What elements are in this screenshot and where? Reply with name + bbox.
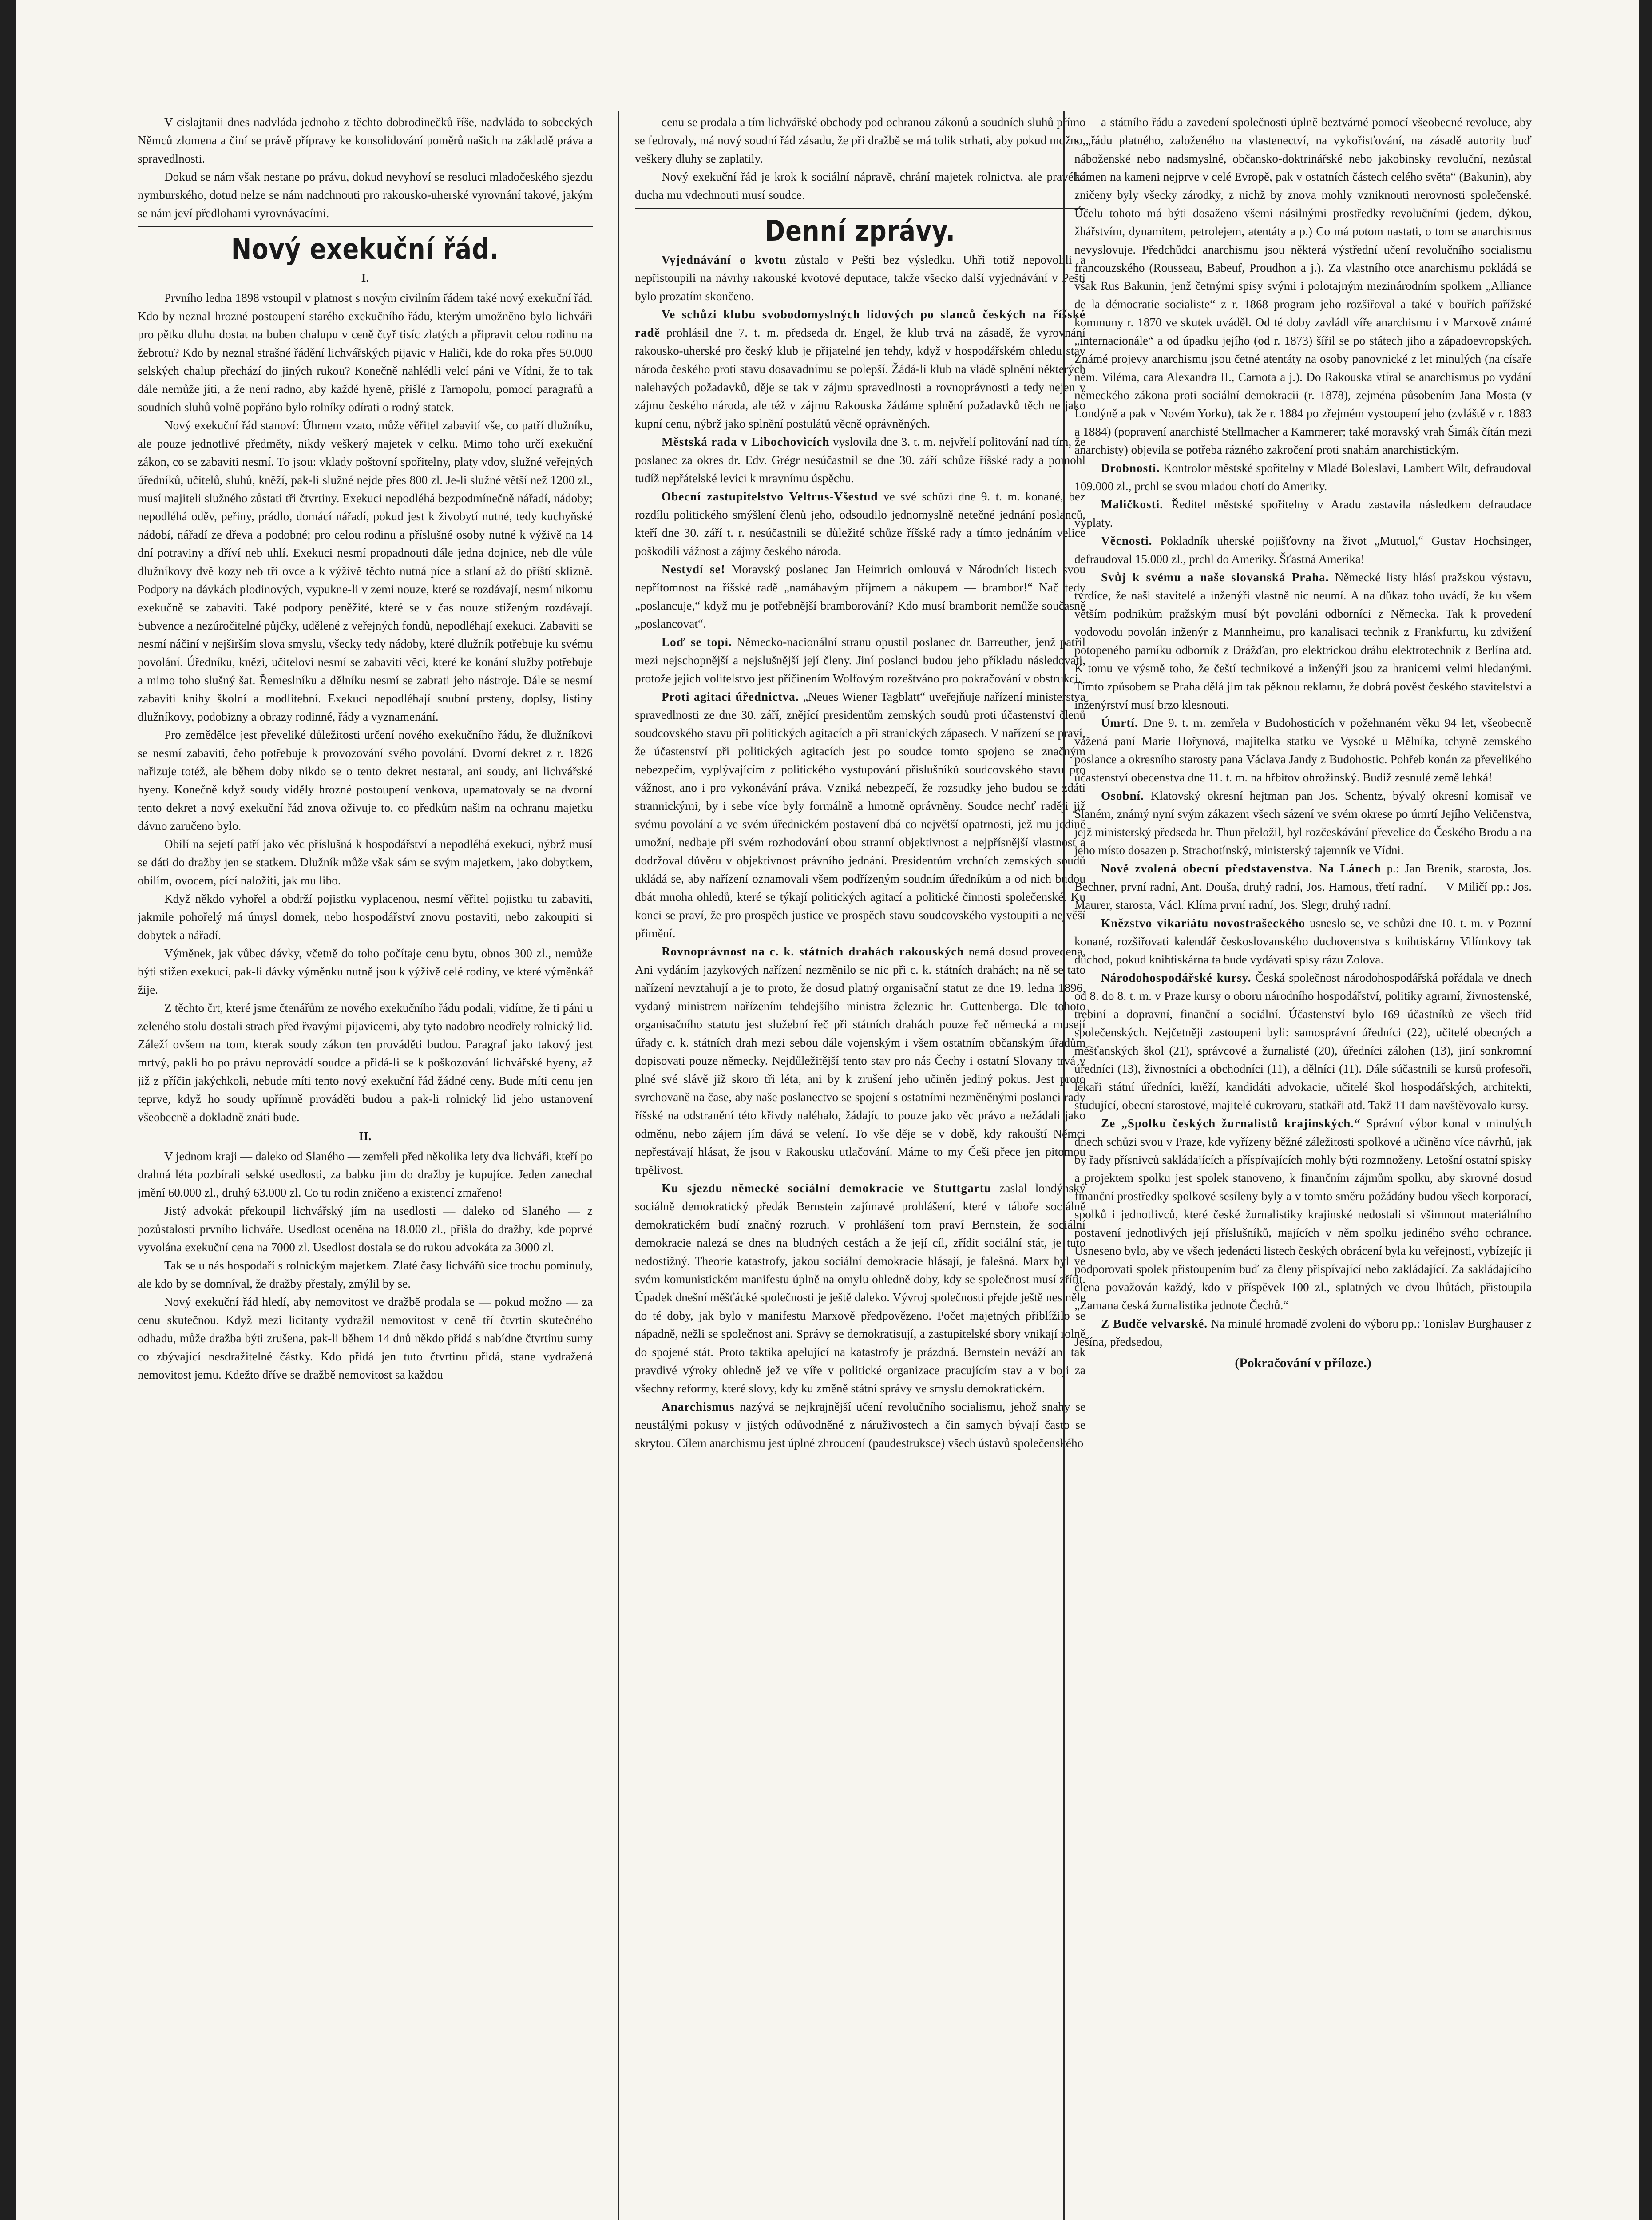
news-item-text: Pokladník uherské pojišťovny na život „Mutuol,“ Gustav Hochsinger, defraudoval 15.000 zl., prchl do Ameriky. Šťastná Amerika! — [1074, 534, 1532, 566]
news-item — [1074, 496, 1532, 532]
news-item — [1074, 1114, 1532, 1315]
news-item-text: zaslal londýnský sociálně demokratický předák Bernstein zajímavé prohlášení, které v táboře sociálně demokratickém budí značný rozruch. V prohlášení tom praví Bernstein, že sociální demokracie nalezá se dnes na bludných cestách a že její cíl, zřídit sociální stát, je tuto nedostižný. Theorie katastrofy, jakou sociální demokracie hlásají, je falešná. Marx byl ve svém komunistickém manifestu úplně na omylu ohledně doby, kdy se společnost musí zřítit. Úpadek dnešní měšťácké společnosti je ještě daleko. Vývroj společnosti přejde ještě nesměle do té doby, jak bylo v manifestu Marxově předpovězeno. Počet majetných přiblížilo se nápadně, nežli se společnost ani. Správy se demokratisují, a zastupitelské sbory vnikají rolně do spojené stát. Proto taktika apelující na katastrofy je prázdná. Bernstein neváží ani tak pravdivé výroky ohledně jež ve víře v politické organizace pracujícím stav a v boji za všechny reformy, které slovy, kdy ku změně státní správy ve smyslu demokratickém. — [635, 1181, 1085, 1395]
column-rule-1 — [618, 111, 619, 2220]
news-item — [635, 560, 1085, 633]
paragraph: Nový exekuční řád je krok k sociální nápravě, chrání majetek rolnictva, ale pravého ducha mu vdechnouti musí soudce. — [635, 170, 1085, 202]
paragraph: Dokud se nám však nestane po právu, dokud nevyhoví se resoluci mladočeského sjezdu nymburského, dotud nelze se nám nadchnouti pro rakousko-uherské vyrovnání takové, jakým se nám jeví předlohami vyrovnávacími. — [138, 170, 593, 220]
news-item-heading: Svůj k svému a naše slovanská Praha. — [1101, 571, 1329, 584]
news-item-heading: Anarchismus — [662, 1400, 735, 1413]
news-item-text: vyslovila dne 3. t. m. nejvřelí politování nad tím, že poslanec za okres dr. Edv. Grégr nesúčastnil se dne 30. září schůze říšské rady a pomohl tudíž nepřátelské levici k mravnímu úspěchu. — [635, 435, 1085, 485]
news-item-text: Správní výbor konal v minulých dnech schůzi svou v Praze, kde vyřízeny běžné záležitosti spolkové a učiněno více návrhů, jak by řady přísnivců sakládajících a příspívajících mohly býti rozmnoženy. Letošní ostatní spisky a projektem spolku jest spolek stanoveno, k finančním zájmům spolku, aby skrovné dosud finanční prostředky spolkové sesíleny byly a v tomto směru požádány budou všech korporací, spolků i jednotlivců, které české žurnalistiky krajinské nedostali si všimnout materiálního postavení jednotlivých její příslušníků, majících v něm spolku jediného svého ochrance. Usneseno bylo, aby ve všech jedenácti listech českých obrácení byla ku veřejnosti, vybízejíc ji podporovati spolek přistoupením buď za členy přispívající nebo zakládající. Za sakládajícího člena považován každý, kdo v příspěvek 100 zl., splatných ve dvou lhůtách, přistoupila „Zamana česká žurnalistika jednote Čechů.“ — [1074, 1117, 1532, 1312]
news-item-heading: Drobnosti. — [1101, 461, 1160, 475]
news-item-text: Klatovský okresní hejtman pan Jos. Schentz, bývalý okresní komisař ve Slaném, známý nyní svým zákazem všech sázení ve svém okrese po úmrtí Jejího Veličenstva, jejž ministerský předseda hr. Thun přeložil, byl rozčeskávání převelice do Českého Brodu a na jeho místo dosazen p. Strachotínský, ministerský tajemník ve Vídni. — [1074, 789, 1532, 857]
column-1-intro — [138, 113, 593, 222]
news-item — [635, 305, 1085, 433]
news-item-heading: Knězstvo vikariátu novostrašeckého — [1101, 916, 1306, 930]
paragraph: cenu se prodala a tím lichvářské obchody pod ochranou zákonů a soudních sluhů přímo se fedrovaly, má nový soudní řád zásadu, že při dražbě se má tolik strhati, aby pokud možno, veškery dluhy se zaplatily. — [635, 115, 1085, 165]
news-item-heading: Vyjednávání o kvotu — [662, 253, 787, 266]
paragraph: Prvního ledna 1898 vstoupil v platnost s novým civilním řádem také nový exekuční řád. Kdo by neznal hrozné postoupení starého exekučního řádu, kterým umožněno bylo lichváři pro pětku dluhu dostat na buben chalupu v ceně čtyř tisíc zlatých a připravit celou rodinu na žebrotu? Kdo by neznal strašné řádění lichvářských pijavic v Haliči, kde do roka přes 50.000 selských chalup přechází do jiných rukou? Konečně nahlédli velcí páni ve Vídni, že to tak dále nemůže jíti, a že není radno, aby každé hyeně, přišlé z Tarnopolu, pomocí paragrafů a soudních sluhů volně popřáno bylo rolníky odírati o rodný statek. — [138, 291, 593, 414]
news-item-heading: Věcnosti. — [1101, 534, 1153, 547]
article-headline-denni-zpravy: Denní zprávy. — [765, 215, 955, 248]
news-item — [635, 688, 1085, 943]
news-item-text: p.: Jan Brenik, starosta, Jos. Bechner, první radní, Ant. Douša, druhý radní, Jos. Hamous, třetí radní. — V Miličí pp.: Jos. Maurer, starosta, Václ. Klíma první radní, Jos. Slegr, druhý radní. — [1074, 862, 1532, 912]
news-item-heading: Osobní. — [1101, 789, 1144, 802]
news-item-text: Moravský poslanec Jan Heimrich omlouvá v Národních listech svou nepřítomnost na říšské radě „namáhavým příjmem a nákupem — brambor!“ Nač tedy „poslancuje,“ když mu je potřebnější bramborování? Kdo musí bramborit nemůže současně „poslancovat“. — [635, 563, 1085, 630]
news-item-text: nazývá se nejkrajnější učení revolučního socialismu, jehož snahy se neustálými pokusy v jistých odůvodněné z náruživostech a čin samych bývají často se skrytou. Cílem anarchismu jest úplné zhroucení (paudestruksce) všech ústavů společenského — [635, 1400, 1085, 1450]
news-item-text: Německé listy hlásí pražskou výstavu, tvrdíce, že naši stavitelé a inženýři vlastně nic neumí. A na důkaz toho uvádí, že ku všem větším podnikům pražským musí být povoláni odborníci z Německa. Tak k provedení vodovodu povolán inženýr z Mannheimu, pro kanalisaci technik z Frankfurtu, ku zdvižení potopeného parníku odborník z Drážďan, pro elektrickou dráhu elektrotechnik z Berlína atd. K tomu ve výsmě toho, že čeští technikové a inženýři jsou za hranicemi velmi hledanými. Tímto způsobem se Praha dělá jim tak pěknou reklamu, že dobrá pověst českého stavitelství a inženýrství musí brzo klesnouti. — [1074, 571, 1532, 711]
news-item — [1074, 914, 1532, 969]
continued-notice: (Pokračování v příloze.) — [1235, 1356, 1371, 1370]
section-number-1: I. — [361, 271, 369, 285]
paragraph: Když někdo vyhořel a obdrží pojistku vyplacenou, nesmí věřitel pojistku tu zabaviti, jakmile pohořelý má úmysl domek, nebo hospodářství znovu postaviti, nebo zakoupiti si dobytek a nářadí. — [138, 892, 593, 942]
news-item — [635, 633, 1085, 688]
paragraph: Jistý advokát překoupil lichvářský jím na usedlosti — daleko od Slaného — z pozůstalosti prvního lichváře. Usedlost oceněna na 18.000 zl., přišla do dražby, kde poprvé vyvolána exekuční cena na 7000 zl. Usedlost dostala se do rukou advokáta za 3000 zl. — [138, 1204, 593, 1254]
news-item — [635, 1398, 1085, 1452]
news-item-heading: Úmrtí. — [1101, 716, 1138, 729]
paragraph: V jednom kraji — daleko od Slaného — zemřeli před několika lety dva lichváři, kteří po drahná léta pozbírali selské usedlosti, za babku jim do dražby je kupujíce. Jeden zanechal jmění 60.000 zl., druhý 63.000 zl. Co tu rodin zničeno a existencí zmařeno! — [138, 1150, 593, 1199]
column-2 — [635, 113, 1085, 2220]
news-item — [1074, 459, 1532, 496]
paragraph: V cislajtanii dnes nadvláda jednoho z těchto dobrodinečků říše, nadvláda to sobeckých Němců zlomena a činí se právě přípravy ke konsolidování poměrů našich na základě práva a spravedlnosti. — [138, 115, 593, 165]
news-item-heading: Nestydí se! — [662, 563, 725, 576]
column-1 — [138, 113, 593, 2220]
news-item-heading: Národohospodářské kursy. — [1101, 971, 1252, 984]
scan-edge-right — [1639, 0, 1652, 2220]
news-item-heading: Ku sjezdu německé sociální demokracie ve Stuttgartu — [662, 1181, 991, 1195]
news-item-heading: Ve schůzi klubu svobodomyslných lidových po slanců českých na říšské radě — [635, 308, 1085, 339]
paragraph: Výměnek, jak vůbec dávky, včetně do toho počítaje cenu bytu, obnos 300 zl., nemůže býti stižen exekucí, pak-li dávky výměnku nutně jsou k výživě celé rodiny, ve které výměnkář žije. — [138, 947, 593, 996]
paragraph: Pro zemědělce jest převeliké důležitosti určení nového exekučního řádu, že dlužníkovi se nesmí zabaviti, čeho potřebuje k provozování svého povolání. Dvorní dekret z r. 1826 nařizuje totéž, ale během doby nikdo se o tento dekret nestaral, ani soudy, ani lichvářské hyeny. Konečně když soudy viděly hrozné postoupení venkova, upamatovaly se na dvorní tento dekret a nový exekuční řád znova oživuje to, co předkům našim na ochranu majetku dávno zaručeno bylo. — [138, 728, 593, 832]
news-item — [1074, 969, 1532, 1114]
section-divider — [635, 208, 1085, 209]
section-divider — [138, 226, 593, 227]
news-item-text: usneslo se, ve schůzi dne 10. t. m. v Poznní konané, rozšiřovati kalendář českoslovanského duchovenstva s knihtiskárny Vilímkovy tak důchod, pokud knihtiskárna ta bude vydávati spisy rázu Zolova. — [1074, 916, 1532, 966]
news-item-text: prohlásil dne 7. t. m. předseda dr. Engel, že klub trvá na zásadě, že vyrovnání rakousko-uherské pro český klub je přijatelné jen tehdy, když v hospodářském ohledu stav národa českého proti stavu dosavadnímu se polepší. Žádá-li klub na vládě splnění některých nalehavých požadavků, děje se tak v zájmu spravedlnosti a rovnoprávnosti a tedy nejen v zájmu českého národa, ale též v zájmu Rakouska žádáme splnění požadavků těch ne jako kupní cenu, nýbrž jako splnění postulátů věcně oprávněných. — [635, 326, 1085, 430]
news-item-text: Kontrolor městské spořitelny v Mladé Boleslavi, Lambert Wilt, defraudoval 109.000 zl., prchl se svou mladou chotí do Ameriky. — [1074, 461, 1532, 493]
column-rule-2 — [1063, 111, 1065, 2220]
news-item — [1074, 1315, 1532, 1351]
news-item-text: Německo-nacionální stranu opustil poslanec dr. Barreuther, jenž patřil mezi nejschopnější a nejslušnější její členy. Jiní poslanci budou jeho příkladu následovati, protože jejich volitelstvo jest příčinením Wolfovým rozeštváno pro pokračování v obstrukci. — [635, 635, 1085, 685]
news-item-heading: Obecní zastupitelstvo Veltrus-Všestud — [662, 490, 878, 503]
news-item — [635, 433, 1085, 488]
paragraph: Z těchto črt, které jsme čtenářům ze nového exekučního řádu podali, vidíme, že ti páni u zeleného stolu dostali strach před řvavými pijavicemi, aby tyto nadobro neodřely rolnický lid. Záleží ovšem na tom, kterak soudy zákon ten prováděti budou. Paragraf jako takový jest mrtvý, pakli ho po právu neprovádí soudce a přidá-li se k poškozování lichvářské hyeny, až již z příčin jakýchkoli, nebude míti tento nový exekuční řád žádné ceny. Bude míti cenu jen teprve, když ho soudy upřímně prováděti budou a pak-li rolnický lid jeho ustanovení všeobecně a dokladně znáti bude. — [138, 1001, 593, 1124]
article-body-part-1 — [138, 289, 593, 1126]
news-item-text: „Neues Wiener Tagblatt“ uveřejňuje nařízení ministerstva spravedlnosti ze dne 30. září, znějící presidentům zemských soudů proti účastenství členů soudcovského stavu při politických agitacích a při stranických zápasech. V nařízení se praví, že účastenství při politických agitacích jest po soudce tomto spojeno se značným nebezpečím, vyplývajícím z politického vystupování přislušníků soudcovského stavu pro vážnost, ano i pro vykonávání práva. Vzniká nebezpečí, že rozsudky jeho budou se zdáti strannickými, by i sebe více byly formálně a hmotně oprávněny. Soudce nechť raději již svému povolání a ve svém úřednickém postavení dbá co největší opatrnosti, jež mu jedině umožní, nedbaje při svém rozhodování obou stranní objektivnost a nejpřísnější vlastnost a dodržoval důvěru v objektivnost právního jednání. Presidentům vrchních zemských soudů ukládá se, aby nařízení oznamovali všem podřízeným soudním úředníkům a od nich budou dbát mnoha ohledů, které se týkají politických agitací a politické činnosti společenské. Ku konci se praví, že pro prospěch justice ve prospěch stavu soudcovského vystoupiti a nejvěší přimění. — [635, 690, 1085, 940]
news-item — [1074, 787, 1532, 860]
news-item — [635, 943, 1085, 1179]
news-item — [1074, 532, 1532, 568]
news-item-heading: Městská rada v Libochovicích — [662, 435, 830, 448]
column-2-intro — [635, 113, 1085, 204]
column-3 — [1074, 113, 1532, 2220]
news-item-heading: Z Budče velvarské. — [1101, 1317, 1208, 1330]
news-item-text: ve své schůzi dne 9. t. m. konané, bez rozdílu politického smýšlení členů jeho, odsoudilo jednomyslně netečné jednání poslanců, kteří dne 30. září t. r. nesúčastnili se důležité schůze říšské rady a tímto jednáním velice poškodili vážnost a zájmy českého národa. — [635, 490, 1085, 558]
news-item-text: nemá dosud provedena. Ani vydáním jazykových nařízení nezměnilo se nic při c. k. státních drahách; na ně se tato nařízení nevztahují a je to proto, že dosud platný organisační statut ze dne 19. ledna 1896, vydaný ministrem nařízením tehdejšího ministra železnic hr. Guttenberga. Dle tohoto organisačního statutu jest služební řeč při státních drahách pouze řeč německá a musejí úřady c. k. státních drah mezi sebou dále vojenským i všem ostatním občanským úřadům dopisovati pouze německy. Nejdůležitější tento stav pro nás Čechy i ostatní Slovany trvá v plné své slávě již skoro tři léta, ani by k zrušení jeho učiněn jediný pokus. Jest proto svrchovaně na čase, aby naše poslanectvo se spojení s ostatními nezměněnými poslanci rady říšské na odstranění této křivdy naléhalo, žádajíc to pouze jako věc právo a nežádali jako odměnu, nebo zájem jím dává se velení. To vše děje se v době, kdy rakouští Němci nepřestávají hlásat, že jsou v Rakousku utlačování. Máme to my Češi přece jen pitomou trpělivost. — [635, 945, 1085, 1177]
paragraph: Nový exekuční řád hledí, aby nemovitost ve dražbě prodala se — pokud možno — za cenu skutečnou. Když mezi licitanty vydražil nemovitost v ceně tří čtvrtin skutečného odhadu, může dražba býti zrušena, pak-li během 14 dnů někdo přidá s nabídne čtvrtinu sumy co zbývající nesdražitelné částky. Kdo přidá jen tuto čtvrtinu přidá, stane vydražená nemovitost jemu. Kdežto dříve se dražbě nemovitost sa každou — [138, 1295, 593, 1381]
news-item-heading: Ze „Spolku českých žurnalistů krajinských.“ — [1101, 1117, 1361, 1130]
article-headline-exekucni-rad: Nový exekuční řád. — [231, 233, 499, 266]
paragraph: Nový exekuční řád stanoví: Úhrnem vzato, může věřitel zabavití vše, co patří dlužníku, ale pouze jednotlivé předměty, nikdy veškerý majetek v celku. Mimo toho určí exekuční zákon, co se zabaviti nesmí. To jsou: vklady poštovní spořitelny, platy vdov, služné veřejných úředníků, učitelů, sluhů, kněží, pak-li služné nejde přes 800 zl. Je-li služné větší než 1200 zl., musí majiteli služného zůstati tři čtvrtiny. Exekuci nepodléhá bezpodmínečně nářadí, nádoby; nepodléhá oděv, peřiny, prádlo, domácí nářadí, pokud jest k živobytí nutné, tedy kuchyňské nádobí, nářadí ze dřeva a podobné; pro celou rodinu a příslušné osoby nutné k výživě na 14 dní potraviny a dříví neb uhlí. Exekuci nesmí propadnouti dále jedna dojnice, neb dle vůle dlužníkovy dvě kozy neb tři ovce a k výživě těchto nutná píce a stlaní až do příští sklizně. Podpory na dávkách plodinových, vypukne-li v zemi nouze, které se rozdávají, nesmí nikomu exekučně se zabaviti. Také podpory peněžité, které se v čas nouze stiženým rozdávají. Subvence a nezúročitelné půjčky, udělené z veřejných fondů, nepodléhají exekuci. Zabaviti se nesmí náčiní v nejširším slova smyslu, všecky tedy nádoby, které dlužník potřebuje ku svému povolání. Úředníku, knězi, učitelovi nesmí se zabaviti věci, které ke konání služby potřebuje a mimo toho slušný šat. Řemeslníku a dělníku nesmí se zabrati jeho nástroje. Dále se nesmí zabaviti knihy školní a modlitební. Exekuci nepodléhají snubní prsteny, doplsy, listiny dlužníkovy, podobizny a obrazy rodinné, řády a vyznamenání. — [138, 419, 593, 723]
news-items-list — [635, 251, 1085, 1452]
news-item-heading: Maličkosti. — [1101, 498, 1164, 511]
news-item — [1074, 568, 1532, 714]
paragraph: Obilí na sejetí patří jako věc příslušná k hospodářství a nepodléhá exekuci, nýbrž musí se dáti do dražby jen se statkem. Dlužník může však sám se svým majetkem, jako dobytkem, obilím, ovocem, pící naložiti, jak mu libo. — [138, 837, 593, 887]
section-number-2: II. — [359, 1130, 372, 1143]
article-body-part-2 — [138, 1147, 593, 1384]
news-item-text: Ředitel městské spořitelny v Aradu zastavila následkem defraudace výplaty. — [1074, 498, 1532, 529]
news-item — [635, 1179, 1085, 1398]
news-item-heading: Rovnoprávnost na c. k. státních drahách rakouských — [662, 945, 964, 958]
news-item-text: Na minulé hromadě zvoleni do výboru pp.: Tonislav Burghauser z Ješína, předsedou, — [1074, 1317, 1532, 1348]
news-item-text: Česká společnost národohospodářská pořádala ve dnech od 8. do 8. t. m. v Praze kursy o oboru národního hospodářství, politiky agrarní, živnostenské, trebiní a dopravní, finanční a sociální. Účastenství bylo 169 účastníků ze všech tříd společenských. Nejčetněji zastoupeni byli: samosprávní úředníci (22), učitelé obecných a měšťanských škol (21), správcové a žurnalisté (20), úředníci zálohen (13), jiní sonkromní úředníci (13), živnostníci a obchodníci (11), a dělníci (11). Dále súčastnili se kursů profesoři, lékaři státní úředníci, kněží, kandidáti advokacie, učitelé škol hospodářských, architekti, studující, obecní starostové, majitelé cukrovaru, statkáři atd. Takž 11 dam navštěvovalo kursy. — [1074, 971, 1532, 1112]
news-item-heading: Proti agitaci úřednictva. — [662, 690, 799, 703]
news-item-text: zůstalo v Pešti bez výsledku. Uhři totiž nepovolili a nepřistoupili na návrhy rakouské kvotové deputace, takže všecko další vyjednávání v Pešti bylo prozatím skončeno. — [635, 253, 1085, 303]
column-3-intro: a státního řádu a zavedení společnosti úplně beztvárné pomocí všeobecné revoluce, aby s „řádu platného, založeného na vlastenectví, na vykořisťování, na zásadě autority buď náboženské nebo nadsmyslné, občansko-doktrinářské nebo jakobinsky revoluční, nezůstal kámen na kameni nejprve v celé Evropě, pak v ostatních částech celého světa“ (Bakunin), aby zničeny byly všecky zárodky, z nichž by znova mohly vzniknouti nerovnosti společenské. Účelu tohoto má býti dosaženo všemi násilnými prostředky revolučními (jedem, dýkou, žhářstvím, dynamitem, petrolejem, atentáty a p.) Co má potom nastati, o tom se anarchismus nevyslovuje. Předchůdci anarchismu jsou některá výstřední učení revolučního socialismu francouzského (Rousseau, Babeuf, Proudhon a j.). Za vlastního otce anarchismu pokládá se však Rus Bakunin, jenž četnými spisy svými i polotajným mezinárodním spolkem „Alliance de la démocratie socialiste“ z r. 1868 program jeho rozšiřoval a také v bouřích pařížské kommuny r. 1870 ve skutek uváděl. Od té doby zavládl víře anarchismu i v Marxově známé „internacionále“ a od úpadku jejího (od r. 1873) šířil se po státech jiho a západoevropských. Známé projevy anarchismu jsou četné atentáty na osoby panovnické z let minulých (na císaře něm. Viléma, cara Alexandra II., Carnota a j.). Do Rakouska vtíral se anarchismus po vydání německého zákona proti sociální demokracii (r. 1878), zejména působením Jana Mosta (v Londýně a pak v Novém Yorku), tak že r. 1884 po zřejmém vystoupení jeho (zvláště v r. 1883 a 1884) (popravení anarchisté Stellmacher a Kammerer; také moravský vrah Šimák čítán mezi anarchisty) objevila se potřeba rázného zakročení proti snahám anarchistickým. — [1074, 115, 1532, 456]
news-item-heading: Loď se topí. — [662, 635, 732, 649]
news-item — [635, 251, 1085, 305]
news-item — [1074, 860, 1532, 914]
paragraph: Tak se u nás hospodaří s rolnickým majetkem. Zlaté časy lichvářů sice trochu pominuly, ale kdo by se domníval, že dražby přestaly, zmýlil by se. — [138, 1259, 593, 1290]
news-item-heading: Nově zvolená obecní představenstva. Na Lánech — [1101, 862, 1381, 875]
news-item-text: Dne 9. t. m. zemřela v Budohosticích v požehnaném věku 94 let, všeobecně vážená paní Marie Hořynová, majitelka statku ve Vysoké u Mělníka, tchyně zemského poslance a okresního starosty pana Václava Jandy z Budohostic. Pohřeb konán za převelikého účastenství obecenstva dne 11. t. m. na hřbitov ohrožinský. Budiž zesnulé země lehká! — [1074, 716, 1532, 784]
news-item — [635, 488, 1085, 560]
news-item — [1074, 714, 1532, 787]
news-items-list — [1074, 459, 1532, 1351]
scan-edge-left — [0, 0, 16, 2220]
